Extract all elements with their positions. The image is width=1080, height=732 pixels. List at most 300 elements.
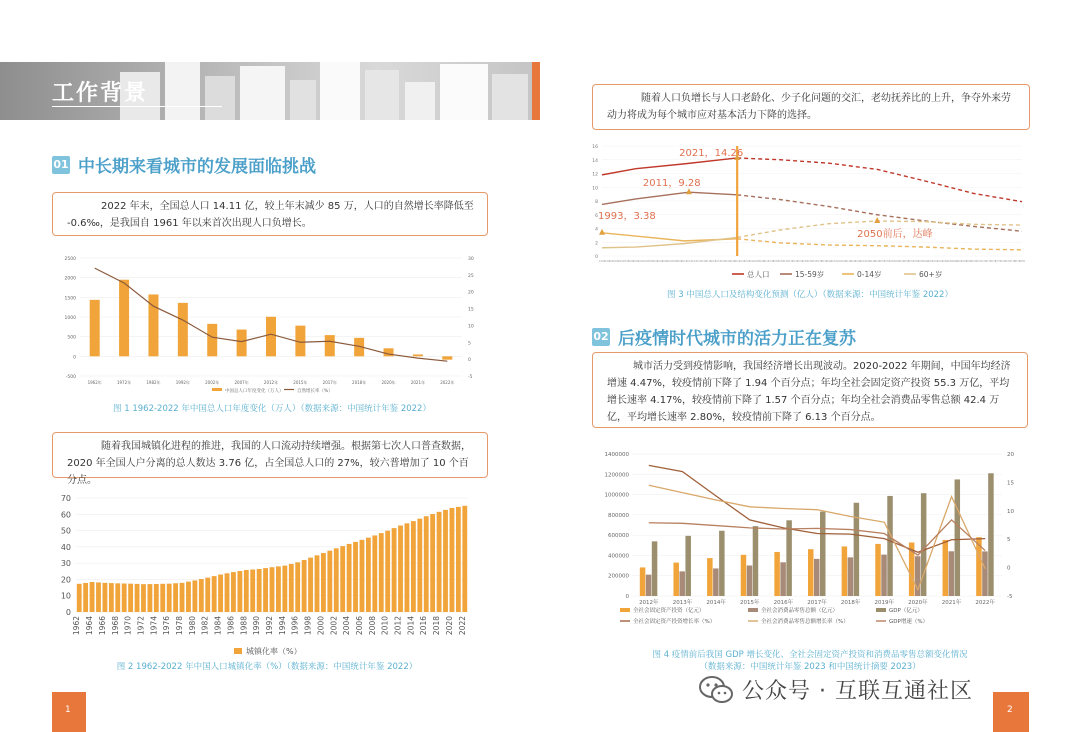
- bar: [207, 324, 217, 356]
- bar: [154, 584, 159, 612]
- bar: [237, 571, 242, 612]
- x-tick-label: 2062: [931, 260, 939, 263]
- y2-tick-label: 0: [1007, 565, 1011, 572]
- x-tick-label: 2056: [902, 260, 910, 263]
- y-tick-label: 70: [60, 494, 71, 503]
- x-tick-label: 2000: [632, 260, 640, 263]
- x-tick-label: 1996: [290, 616, 300, 636]
- bar: [199, 579, 204, 612]
- bar: [424, 516, 429, 612]
- x-tick-label: 2054: [893, 260, 900, 263]
- y-tick-label: 200000: [608, 573, 629, 580]
- x-tick-label: 2049: [869, 260, 876, 263]
- series-line: [649, 520, 985, 555]
- bar: [673, 563, 679, 596]
- legend-label: 15-59岁: [795, 270, 825, 279]
- bar: [186, 582, 191, 612]
- bar: [988, 473, 994, 596]
- bar: [270, 567, 275, 612]
- annotation: 2011，9.28: [642, 178, 701, 190]
- bar: [437, 512, 442, 612]
- figure-caption-3: 图 3 中国总人口及结构变化预测（亿人）（数据来源：中国统计年鉴 2022）: [667, 290, 953, 300]
- x-tick-label: 2015: [704, 260, 712, 263]
- marker: [874, 217, 880, 223]
- x-tick-label: 2066: [951, 260, 958, 263]
- x-tick-label: 2072: [980, 260, 987, 263]
- wechat-icon: [698, 675, 734, 705]
- legend-label: GDP增速（%）: [889, 619, 929, 625]
- x-tick-label: 2022: [738, 260, 746, 263]
- x-tick-label: 2021: [733, 260, 741, 263]
- x-tick-label: 2067: [955, 260, 963, 263]
- bar: [115, 583, 120, 612]
- x-tick-label: 2003: [646, 260, 654, 263]
- bar: [237, 330, 247, 357]
- bar: [814, 559, 820, 596]
- bar: [450, 508, 455, 612]
- x-tick-label: 2007年: [234, 380, 249, 385]
- bar: [652, 541, 658, 596]
- x-tick-label: 2079: [1013, 260, 1021, 263]
- x-tick-label: 2064: [941, 260, 949, 263]
- x-tick-label: 2022年: [440, 380, 455, 385]
- y-tick-label: 40: [60, 542, 71, 552]
- bar: [949, 551, 955, 596]
- legend-label: 0-14岁: [857, 270, 882, 279]
- x-tick-label: 2046: [854, 260, 862, 263]
- bar: [244, 570, 249, 612]
- x-tick-label: 2006: [661, 260, 669, 263]
- legend-label: 全社会消费品零售总额（亿元）: [761, 608, 839, 614]
- bar: [982, 551, 988, 596]
- bar: [225, 573, 230, 612]
- bar: [160, 584, 165, 612]
- page-tab-right: [993, 692, 1029, 732]
- x-tick-label: 1992: [265, 616, 274, 636]
- x-tick-label: 2004: [651, 260, 659, 263]
- bar: [119, 280, 129, 357]
- x-tick-label: 1982年: [146, 380, 161, 385]
- bar: [231, 572, 236, 612]
- x-tick-label: 2034: [796, 260, 804, 263]
- bar: [353, 542, 358, 612]
- bar: [295, 562, 300, 612]
- bar: [90, 582, 95, 612]
- x-tick-label: 2077: [1004, 260, 1011, 263]
- bar: [77, 584, 82, 612]
- x-tick-label: 2050: [873, 260, 881, 263]
- y-tick-label: 400000: [608, 553, 629, 560]
- x-tick-label: 1978: [175, 616, 185, 636]
- header-banner: [0, 62, 540, 120]
- x-tick-label: 1996: [613, 260, 620, 263]
- bar: [955, 479, 961, 596]
- x-tick-label: 2037: [811, 260, 818, 263]
- x-tick-label: 2014年: [706, 600, 726, 606]
- x-tick-label: 2012: [393, 616, 403, 636]
- bar: [308, 558, 313, 612]
- x-tick-label: 1997: [618, 260, 625, 263]
- x-tick-label: 2022: [457, 616, 467, 636]
- bar: [848, 557, 854, 596]
- x-tick-label: 2057: [907, 260, 915, 263]
- x-tick-label: 2025: [753, 260, 760, 263]
- paragraph: 2022 年末，全国总人口 14.11 亿，较上年末减少 85 万，人口的自然增长率降低至 -0.6‰，是我国自 1961 年以来首次出现人口负增长。: [67, 201, 474, 229]
- y-tick-label: 1400000: [604, 452, 629, 458]
- bar: [263, 568, 268, 612]
- x-tick-label: 2014: [406, 616, 416, 636]
- x-tick-label: 2075: [994, 260, 1002, 263]
- section-heading-1: [52, 152, 316, 177]
- y-tick-label: 2000: [64, 276, 76, 282]
- bar: [192, 580, 197, 612]
- x-tick-label: 2058: [912, 260, 920, 263]
- bar: [122, 584, 127, 613]
- marker: [599, 229, 605, 235]
- x-tick-label: 2069: [965, 260, 973, 263]
- bar: [780, 562, 786, 596]
- paragraph: 城市活力受到疫情影响，我国经济增长出现波动。2020-2022 年期间，中国年均经济增速 4.47%，较疫情前下降了 1.94 个百分点；年均全社会固定资产投资 55.3 万亿，平均增长速率 4.17%，较疫情前下降了 1.57 个百分点；年均全社会消费品零售总额 42.4 万亿，平均增长速率 2.80%，较疫情前下降了 6.13 个百分点。: [607, 361, 1011, 423]
- y-tick-label: 10: [60, 591, 71, 601]
- chart-population-structure-forecast: [592, 138, 1028, 286]
- bar: [875, 544, 881, 596]
- bar: [430, 514, 435, 612]
- x-tick-label: 2014: [700, 260, 707, 263]
- x-tick-label: 2035: [801, 260, 809, 263]
- bar: [180, 583, 185, 612]
- bar: [178, 303, 188, 356]
- x-tick-label: 2001: [637, 260, 644, 263]
- x-tick-label: 2021年: [941, 600, 962, 606]
- x-tick-label: 2022年: [975, 600, 995, 606]
- y2-tick-label: 20: [1007, 452, 1014, 458]
- x-tick-label: 2020: [729, 260, 736, 263]
- bar: [167, 584, 172, 612]
- series-line-forecast: [737, 239, 1022, 250]
- x-tick-label: 1999: [627, 260, 635, 263]
- text-box-economy: [592, 352, 1028, 428]
- bar: [640, 567, 646, 596]
- legend-label: GDP（亿元）: [889, 608, 923, 614]
- x-tick-label: 2065: [946, 260, 953, 263]
- y-tick-label: 0: [65, 608, 71, 617]
- x-tick-label: 1982: [200, 616, 210, 636]
- x-tick-label: 2033: [791, 260, 799, 263]
- x-tick-label: 2045: [849, 260, 857, 263]
- y2-tick-label: 5: [468, 341, 471, 347]
- x-tick-label: 1962: [72, 616, 82, 636]
- bar: [456, 507, 461, 612]
- x-tick-label: 2006: [354, 616, 364, 636]
- bar: [83, 583, 88, 612]
- x-tick-label: 2010: [680, 260, 688, 263]
- x-tick-label: 2060: [922, 260, 929, 263]
- figure-caption-4: [592, 648, 1028, 672]
- bar: [842, 546, 848, 596]
- series-line-forecast: [737, 195, 1022, 231]
- bar: [141, 584, 146, 612]
- x-tick-label: 1998: [622, 260, 630, 263]
- section-title: 中长期来看城市的发展面临挑战: [78, 157, 316, 177]
- x-tick-label: 1984: [213, 616, 223, 636]
- x-tick-label: 2021年: [410, 380, 426, 385]
- x-tick-label: 2039: [820, 260, 828, 263]
- y-tick-label: 1500: [64, 296, 76, 302]
- x-tick-label: 2036: [806, 260, 813, 263]
- bar: [442, 356, 452, 359]
- x-tick-label: 2052: [883, 260, 891, 263]
- x-tick-label: 1972年: [116, 380, 132, 385]
- bar: [786, 520, 792, 596]
- bar: [147, 584, 152, 612]
- x-tick-label: 2020年: [908, 600, 928, 606]
- legend-label: 60+岁: [919, 270, 943, 279]
- y-tick-label: 0: [595, 255, 598, 260]
- bar: [943, 540, 949, 596]
- bar: [741, 555, 747, 596]
- legend-swatch: [620, 608, 630, 612]
- series-line: [602, 192, 737, 204]
- x-tick-label: 2008: [367, 616, 377, 636]
- y-tick-label: 20: [60, 575, 71, 585]
- bar: [820, 512, 826, 596]
- x-tick-label: 2002: [329, 616, 339, 636]
- y-tick-label: 0: [625, 594, 629, 600]
- bar: [372, 535, 377, 612]
- x-tick-label: 2048: [864, 260, 871, 263]
- y2-tick-label: 15: [468, 307, 474, 313]
- banner-underline: [52, 106, 222, 107]
- x-tick-label: 2027: [762, 260, 770, 263]
- y-tick-label: 10: [592, 186, 598, 192]
- x-tick-label: 2076: [999, 260, 1006, 263]
- bar: [334, 548, 339, 612]
- y-tick-label: 6: [595, 213, 598, 219]
- text-box-migration: [52, 432, 488, 486]
- annotation: 1993，3.38: [598, 210, 656, 222]
- x-tick-label: 2073: [984, 260, 992, 263]
- annotation: 2021，14.26: [679, 147, 744, 159]
- x-tick-label: 2018: [432, 616, 442, 636]
- y-tick-label: 16: [592, 145, 598, 150]
- section-title: 后疫情时代城市的活力正在复苏: [618, 329, 856, 349]
- x-tick-label: 2012: [690, 260, 698, 263]
- bar: [443, 510, 448, 612]
- section-heading-2: [592, 324, 856, 349]
- x-tick-label: 2043: [840, 260, 847, 263]
- figure-caption-1: 图 1 1962-2022 年中国总人口年度变化（万人）（数据来源：中国统计年鉴 2022）: [113, 404, 431, 414]
- banner-accent-strip: [532, 62, 540, 120]
- annotation: 2050前后，达峰: [857, 228, 933, 240]
- bar: [325, 335, 335, 356]
- x-tick-label: 2059: [917, 260, 924, 263]
- y-tick-label: 60: [60, 510, 71, 520]
- bar: [413, 354, 423, 356]
- x-tick-label: 2018年: [352, 380, 367, 385]
- bar: [405, 523, 410, 612]
- bar: [411, 521, 416, 612]
- x-tick-label: 1988: [239, 616, 249, 636]
- y2-tick-label: 20: [468, 290, 474, 296]
- y-tick-label: 2: [595, 241, 598, 247]
- page-tab-left: [52, 692, 86, 732]
- legend-label: 总人口: [747, 270, 770, 279]
- x-tick-label: 2011: [685, 260, 693, 263]
- x-tick-label: 2031: [782, 260, 789, 263]
- x-tick-label: 1964: [85, 616, 95, 636]
- x-tick-label: 1974: [149, 616, 159, 636]
- y-tick-label: -500: [65, 375, 76, 380]
- x-tick-label: 2068: [960, 260, 968, 263]
- x-tick-label: 2008: [671, 260, 678, 263]
- x-tick-label: 2019年: [874, 600, 895, 606]
- x-tick-label: 2042: [835, 260, 842, 263]
- x-tick-label: 2053: [888, 260, 895, 263]
- y-tick-label: 14: [592, 158, 598, 164]
- x-tick-label: 2023: [743, 260, 751, 263]
- y-tick-label: 1200000: [604, 472, 629, 479]
- x-tick-label: 2018年: [840, 600, 861, 606]
- bar: [282, 566, 287, 612]
- x-tick-label: 2002年: [205, 380, 220, 385]
- bar: [96, 582, 101, 612]
- x-tick-label: 2030: [777, 260, 784, 263]
- bar: [747, 565, 753, 596]
- x-tick-label: 1980: [187, 616, 197, 636]
- y-tick-label: 50: [60, 526, 71, 536]
- chart-population-change: [52, 246, 492, 401]
- x-tick-label: 2016年: [773, 600, 794, 606]
- x-tick-label: 2028: [767, 260, 775, 263]
- page-number: 2: [1007, 705, 1013, 715]
- figure-caption-2: 图 2 1962-2022 年中国人口城镇化率（%）（数据来源：中国统计年鉴 2022）: [116, 662, 418, 672]
- bar: [808, 549, 814, 596]
- bar: [321, 553, 326, 612]
- bar: [679, 571, 685, 596]
- bar: [212, 576, 217, 612]
- x-tick-label: 2012年: [263, 380, 279, 385]
- y2-tick-label: 0: [468, 358, 471, 364]
- watermark: [698, 674, 973, 705]
- x-tick-label: 2016: [419, 616, 429, 636]
- x-tick-label: 2012年: [639, 600, 659, 606]
- watermark-text: 公众号 · 互联互通社区: [742, 679, 973, 704]
- bar: [327, 551, 332, 612]
- bar: [392, 528, 397, 612]
- y-tick-label: 0: [73, 355, 76, 361]
- text-box-aging: [592, 84, 1030, 130]
- x-tick-label: 1994: [603, 260, 611, 263]
- y-tick-label: 500: [67, 335, 76, 341]
- y2-tick-label: 25: [468, 273, 474, 279]
- y2-tick-label: 10: [468, 324, 474, 330]
- x-tick-label: 2038: [815, 260, 823, 263]
- legend-label: 中国总人口年度变化（万人）: [225, 389, 284, 394]
- x-tick-label: 2015年: [293, 380, 308, 385]
- y-tick-label: 600000: [608, 533, 629, 540]
- paragraph: 随着我国城镇化进程的推进，我国的人口流动持续增强。根据第七次人口普查数据，2020 年全国人户分离的总人数达 3.76 亿，占全国总人口的 27%，较六普增加了 10 个百分点。: [67, 441, 471, 486]
- bar: [713, 568, 719, 596]
- x-tick-label: 2074: [989, 260, 997, 263]
- series-line: [602, 158, 737, 175]
- bar: [887, 496, 893, 596]
- bar: [135, 584, 140, 612]
- bar: [266, 317, 276, 357]
- x-tick-label: 2040: [825, 260, 833, 263]
- bar: [385, 531, 390, 612]
- bar: [462, 506, 467, 612]
- x-tick-label: 1962年: [87, 380, 102, 385]
- y2-tick-label: 30: [468, 257, 474, 262]
- x-tick-label: 1994: [277, 616, 287, 636]
- x-tick-label: 2026: [758, 260, 765, 263]
- x-tick-label: 2009: [675, 260, 683, 263]
- bar: [103, 583, 108, 612]
- bar: [753, 526, 759, 596]
- page-number: 1: [65, 705, 71, 715]
- x-tick-label: 2019: [724, 260, 731, 263]
- x-tick-label: 1998: [303, 616, 313, 636]
- bar: [646, 575, 652, 596]
- legend-label: 自然增长率（%）: [297, 389, 333, 394]
- bar: [276, 566, 281, 612]
- x-tick-label: 1966: [97, 616, 107, 636]
- x-tick-label: 2032: [786, 260, 794, 263]
- bar: [302, 560, 307, 612]
- legend-swatch: [748, 608, 758, 612]
- y2-tick-label: 10: [1007, 508, 1014, 515]
- series-line: [649, 465, 985, 552]
- x-tick-label: 2002: [642, 260, 649, 263]
- x-tick-label: 2020年: [381, 380, 396, 385]
- bar: [881, 555, 887, 596]
- chart-urbanization-rate: [52, 492, 482, 658]
- legend-label: 城镇化率（%）: [246, 647, 302, 656]
- legend-label: 全社会消费品零售总额增长率（%）: [761, 619, 849, 625]
- y2-tick-label: -5: [468, 375, 473, 380]
- x-tick-label: 1976: [162, 616, 172, 636]
- x-tick-label: 2070: [970, 260, 978, 263]
- bar: [360, 540, 365, 612]
- x-tick-label: 2007: [666, 260, 673, 263]
- y-tick-label: 12: [592, 172, 598, 178]
- x-tick-label: 2061: [926, 260, 934, 263]
- x-tick-label: 1995: [608, 260, 615, 263]
- x-tick-label: 2017年: [322, 380, 337, 385]
- bar: [417, 519, 422, 612]
- y-tick-label: 30: [60, 559, 71, 569]
- bar: [109, 583, 114, 612]
- x-tick-label: 2010: [380, 616, 390, 636]
- bar: [205, 578, 210, 612]
- caption-line: （数据来源：中国统计年鉴 2023 和中国统计摘要 2023）: [699, 662, 921, 672]
- paragraph: 随着人口负增长与人口老龄化、少子化问题的交汇，老幼抚养比的上升，争夺外来劳动力将成为每个城市应对基本活力下降的选择。: [607, 93, 1011, 121]
- bar: [340, 546, 345, 612]
- x-tick-label: 2071: [975, 260, 982, 263]
- x-tick-label: 1992年: [175, 380, 190, 385]
- x-tick-label: 1986: [226, 616, 236, 636]
- section-number: 02: [592, 328, 610, 346]
- x-tick-label: 2024: [748, 260, 755, 263]
- bar: [257, 569, 262, 612]
- bar: [315, 555, 320, 612]
- x-tick-label: 1970: [123, 616, 133, 636]
- y2-tick-label: 15: [1007, 480, 1014, 487]
- x-tick-label: 1990: [252, 616, 262, 636]
- bar: [719, 531, 725, 596]
- bar: [128, 584, 133, 612]
- bar: [347, 544, 352, 612]
